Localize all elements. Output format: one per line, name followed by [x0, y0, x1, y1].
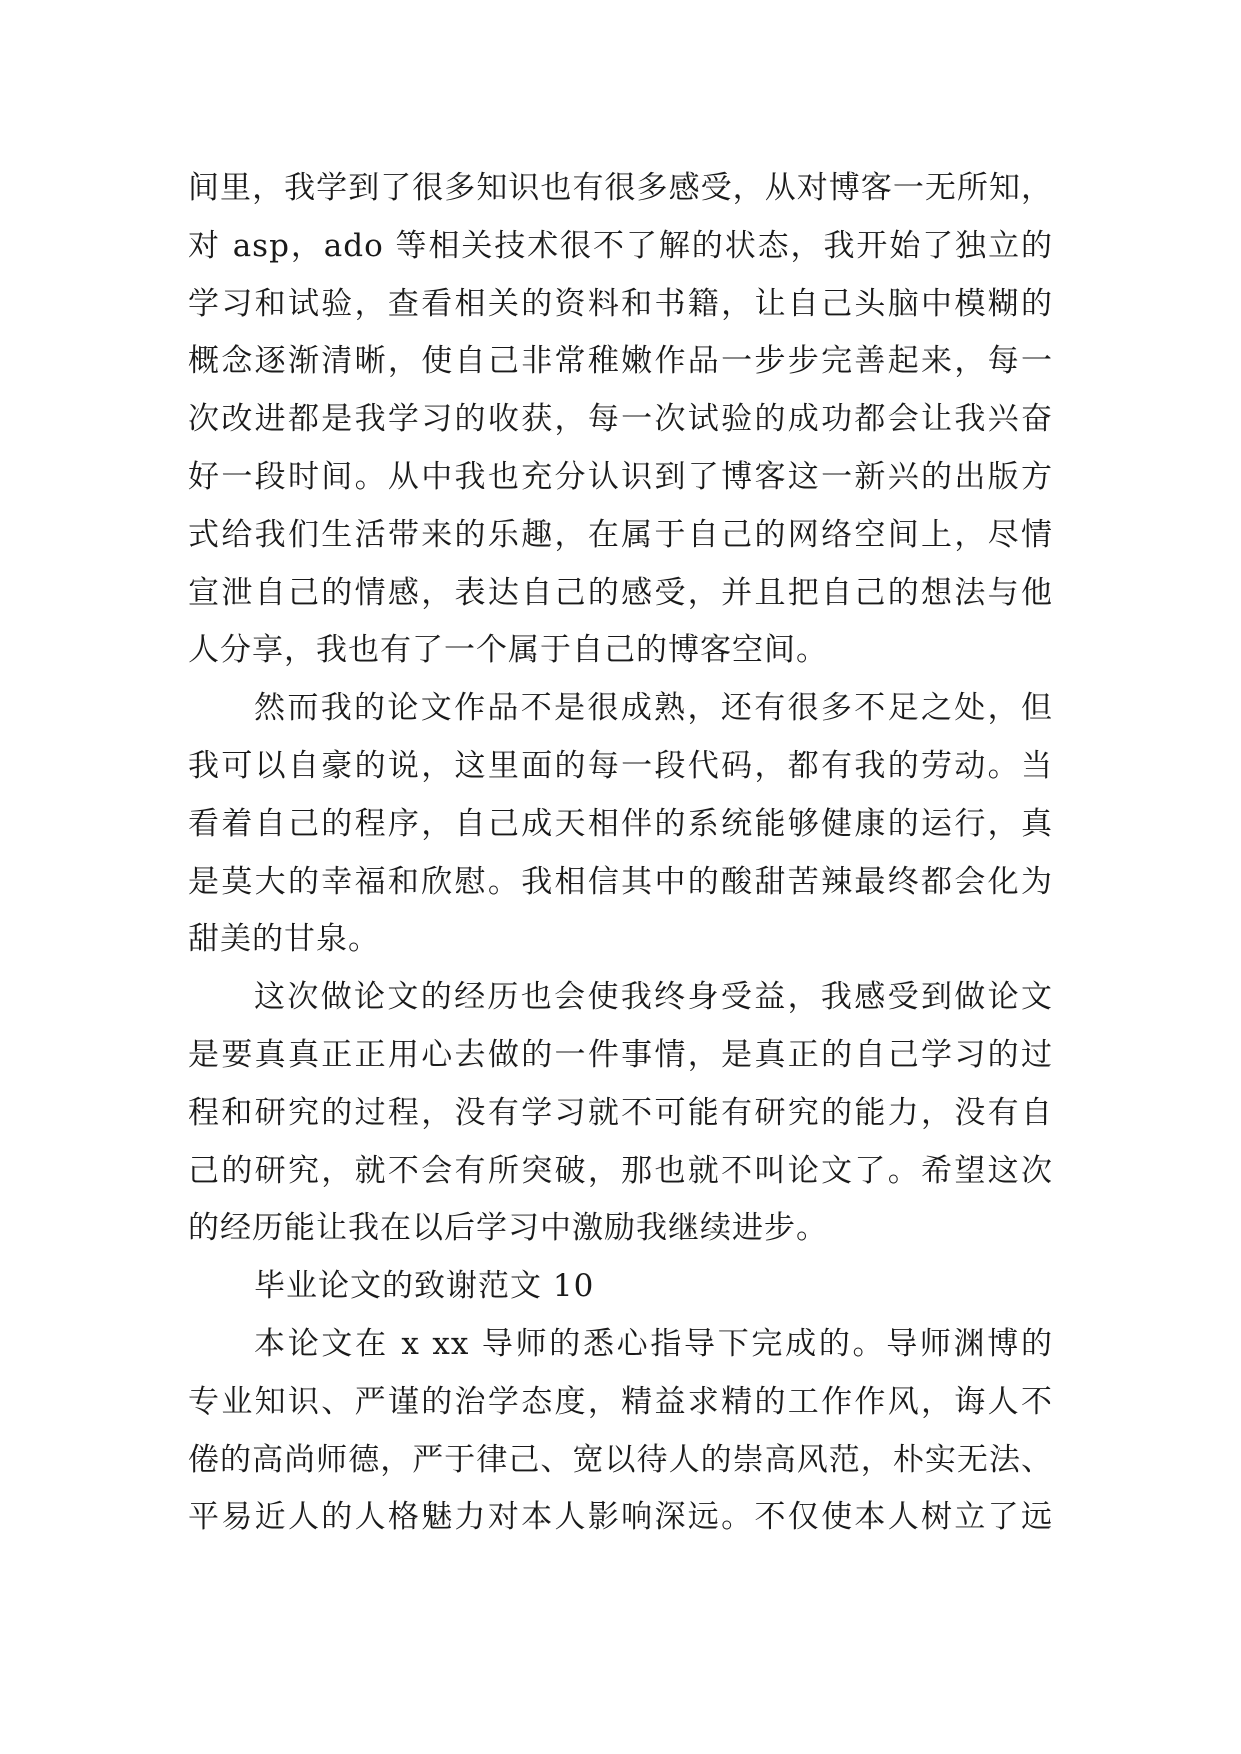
text-line: 是要真真正正用心去做的一件事情，是真正的自己学习的过: [188, 1036, 1053, 1073]
text-line: 甜美的甘泉。: [188, 921, 380, 958]
text-line: 间里，我学到了很多知识也有很多感受，从对博客一无所知，: [188, 170, 1053, 206]
text-line: 宣泄自己的情感，表达自己的感受，并且把自己的想法与他: [188, 574, 1053, 611]
text-line: 好一段时间。从中我也充分认识到了博客这一新兴的出版方: [188, 458, 1053, 495]
text-line: 我可以自豪的说，这里面的每一段代码，都有我的劳动。当: [188, 747, 1053, 784]
text-line: 概念逐渐清晰，使自己非常稚嫩作品一步步完善起来，每一: [188, 343, 1053, 380]
text-line: 是莫大的幸福和欣慰。我相信其中的酸甜苦辣最终都会化为: [188, 863, 1053, 900]
text-line: 这次做论文的经历也会使我终身受益，我感受到做论文: [254, 979, 1053, 1016]
text-line: 学习和试验，查看相关的资料和书籍，让自己头脑中模糊的: [188, 285, 1053, 322]
text-line: 专业知识、严谨的治学态度，精益求精的工作作风，诲人不: [188, 1383, 1053, 1420]
text-line: 本论文在 x xx 导师的悉心指导下完成的。导师渊博的: [254, 1325, 1053, 1362]
text-line: 的经历能让我在以后学习中激励我继续进步。: [188, 1210, 828, 1247]
text-line: 人分享，我也有了一个属于自己的博客空间。: [188, 632, 828, 669]
document-body: [188, 160, 1053, 1547]
text-line: 式给我们生活带来的乐趣，在属于自己的网络空间上，尽情: [188, 516, 1053, 553]
text-line: 看着自己的程序，自己成天相伴的系统能够健康的运行，真: [188, 805, 1053, 842]
text-line: 己的研究，就不会有所突破，那也就不叫论文了。希望这次: [188, 1152, 1053, 1189]
text-line: 平易近人的人格魅力对本人影响深远。不仅使本人树立了远: [188, 1499, 1053, 1536]
text-line: 倦的高尚师德，严于律己、宽以待人的崇高风范，朴实无法、: [188, 1441, 1053, 1478]
text-line: 毕业论文的致谢范文 10: [254, 1268, 595, 1305]
text-line: 次改进都是我学习的收获，每一次试验的成功都会让我兴奋: [188, 401, 1053, 438]
text-line: 然而我的论文作品不是很成熟，还有很多不足之处，但: [254, 690, 1053, 727]
text-line: 程和研究的过程，没有学习就不可能有研究的能力，没有自: [188, 1094, 1053, 1131]
text-line: 对 asp，ado 等相关技术很不了解的状态，我开始了独立的: [188, 227, 1053, 264]
